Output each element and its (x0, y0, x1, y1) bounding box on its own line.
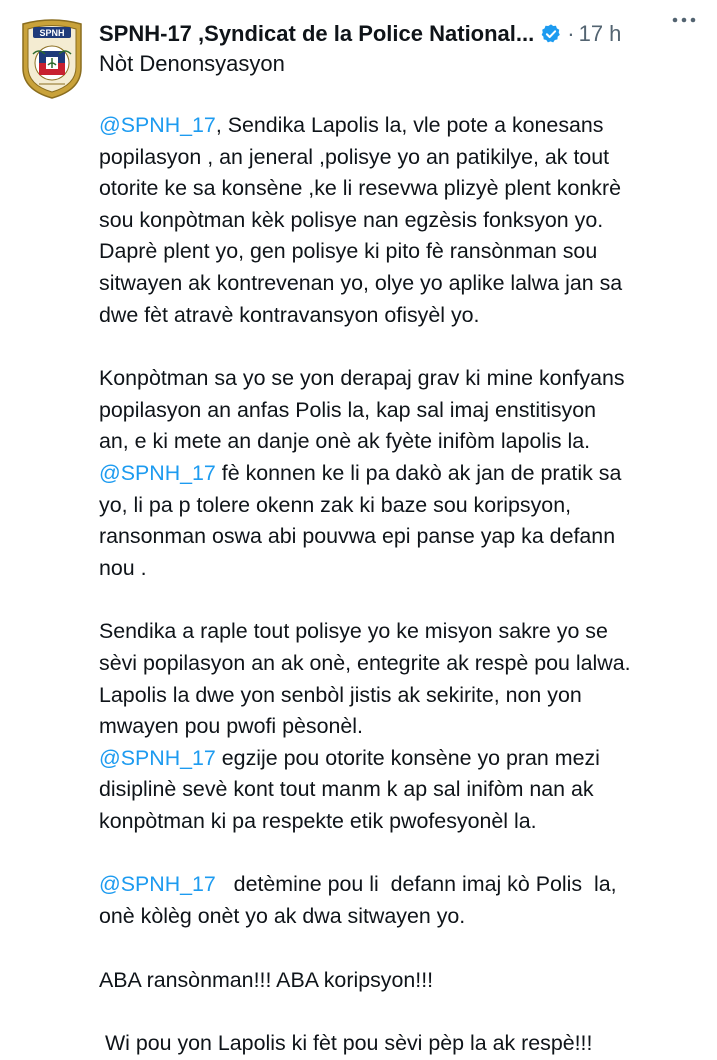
text-line: ransonman oswa abi pouvwa epi panse yap ka defann (99, 524, 616, 549)
timestamp[interactable]: 17 h (578, 21, 622, 46)
paragraph-3 (99, 616, 709, 837)
mention-link[interactable]: @SPNH_17 (99, 113, 216, 137)
text-line: sèvi popilasyon an ak onè, entegrite ak respè pou lalwa. (99, 650, 631, 675)
text-line: Sendika a raple tout polisye yo ke misyon sakre yo se (99, 619, 608, 644)
text-line: Lapolis la dwe yon senbòl jistis ak sekirite, non yon (99, 682, 582, 707)
text-line: @SPNH_17 detèmine pou li defann imaj kò Polis la, (99, 872, 617, 897)
separator-dot: · (567, 21, 575, 46)
text-line: sou konpòtman kèk polisye nan egzèsis fonksyon yo. (99, 207, 604, 232)
avatar[interactable] (19, 18, 85, 100)
text-line: disiplinè sevè kont tout manm k ap sal inifòm nan ak (99, 777, 594, 802)
text-line: otorite ke sa konsène ,ke li resevwa plizyè plent konkrè (99, 176, 621, 201)
paragraph-1 (99, 110, 709, 331)
text-line: @SPNH_17 fè konnen ke li pa dakò ak jan de pratik sa (99, 460, 622, 485)
mention-link[interactable]: @SPNH_17 (99, 872, 216, 897)
author-name[interactable]: SPNH-17 ,Syndicat de la Police National... (99, 21, 535, 46)
tweet-body (99, 110, 709, 1060)
text-line: an, e ki mete an danje onè ak fyète inifòm lapolis la. (99, 429, 591, 454)
paragraph-4 (99, 869, 709, 932)
text-line: mwayen pou pwofi pèsonèl. (99, 714, 363, 739)
text-line: popilasyon an anfas Polis la, kap sal imaj enstitisyon (99, 397, 597, 422)
text-line: nou . (99, 555, 147, 580)
text-line: Daprè plent yo, gen polisye ki pito fè ransònman sou (99, 239, 598, 264)
text-line: Konpòtman sa yo se yon derapaj grav ki mine konfyans (99, 366, 625, 391)
text-line: onè kòlèg onèt yo ak dwa sitwayen yo. (99, 904, 466, 929)
text-line: popilasyon , an jeneral ,polisye yo an patikilye, ak tout (99, 144, 610, 169)
paragraph-2 (99, 363, 709, 584)
text-line: @SPNH_17 egzije pou otorite konsène yo pran mezi (99, 745, 600, 770)
paragraph-6: Wi pou yon Lapolis ki fèt pou sèvi pèp la ak respè!!! (99, 1031, 593, 1056)
verified-badge-icon (540, 23, 562, 45)
mention-link[interactable]: @SPNH_17 (99, 745, 216, 770)
mention-link[interactable]: @SPNH_17 (99, 460, 216, 485)
text-line: sitwayen ak kontrevenan yo, olye yo aplike lalwa jan sa (99, 270, 623, 295)
more-options-icon[interactable] (671, 13, 697, 27)
text-line: @SPNH_17, Sendika Lapolis la, vle pote a konesans (99, 113, 604, 137)
text-line: konpòtman ki pa respekte etik pwofesyonèl la. (99, 808, 537, 833)
paragraph-5: ABA ransònman!!! ABA koripsyon!!! (99, 967, 434, 992)
logo-text: SPNH (39, 28, 65, 38)
text-line: yo, li pa p tolere okenn zak ki baze sou koripsyon, (99, 492, 572, 517)
tweet-subtitle: Nòt Denonsyasyon (99, 51, 285, 76)
text-line: dwe fèt atravè kontravansyon ofisyèl yo. (99, 302, 480, 327)
